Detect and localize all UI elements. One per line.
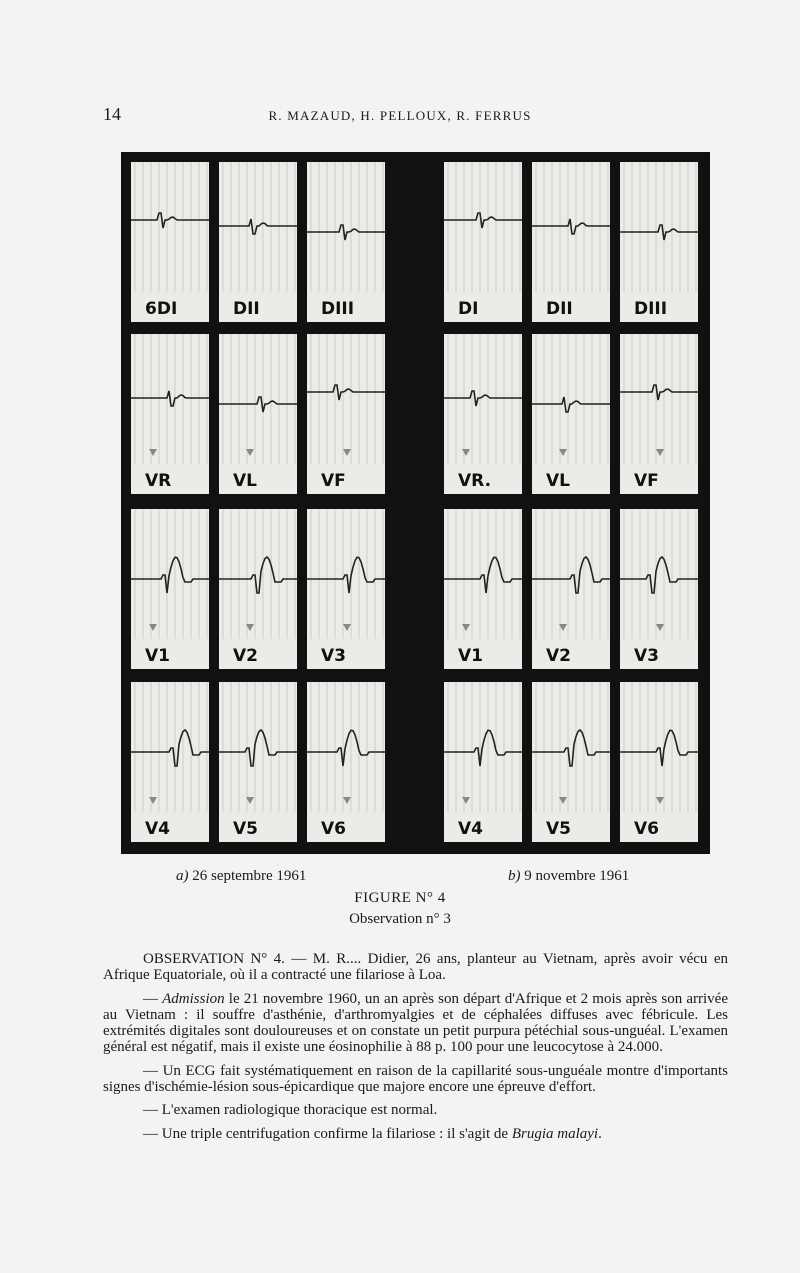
svg-text:DII: DII	[546, 299, 573, 319]
ecg-strip-a-di	[131, 162, 209, 322]
svg-text:6DI: 6DI	[145, 299, 178, 319]
figure-title: FIGURE N° 4	[354, 890, 446, 906]
svg-text:V5: V5	[233, 819, 258, 839]
svg-text:VL: VL	[233, 471, 257, 491]
admission-text: le 21 novembre 1960, un an après son départ d'Afrique et 2 mois après son arrivée au Vietnam : il souffre d'asthénie, d'arthromyalgies et de céphalées diffuses avec fébricule. Les extrémités digitales sont douloureuses et on constate un petit purpura pétéchial sous-unguéal. L'examen général est négatif, mais il existe une éosinophilie à 88 p. 100 pour une leucocytose à 24.000.	[103, 990, 729, 1056]
ecg-strip-a-diii	[307, 162, 385, 322]
svg-text:V5: V5	[546, 819, 571, 839]
figure-subtitle: Observation n° 3	[349, 911, 451, 927]
svg-text:V3: V3	[634, 646, 659, 666]
svg-text:DIII: DIII	[321, 299, 355, 319]
svg-text:V4: V4	[145, 819, 170, 839]
svg-text:DIII: DIII	[634, 299, 668, 319]
ecg-strip-a-v1	[131, 509, 209, 669]
page-header	[0, 104, 800, 128]
svg-text:VF: VF	[634, 471, 659, 491]
ecg-strip-a-v3	[307, 509, 385, 669]
paragraph-centrifugation	[103, 1126, 728, 1142]
ecg-strip-b-v1	[444, 509, 522, 669]
svg-text:VR.: VR.	[458, 471, 492, 491]
ecg-strip-b-v4	[444, 682, 522, 842]
ecg-strip-b-vl	[532, 334, 610, 494]
caption-a-date: 26 septembre 1961	[192, 868, 307, 884]
ecg-strip-a-v2	[219, 509, 297, 669]
svg-text:V1: V1	[145, 646, 170, 666]
paragraph-observation: OBSERVATION N° 4. — M. R.... Didier, 26 ans, planteur au Vietnam, après avoir vécu en Afrique Equatoriale, où il a contracté une filariose à Loa.	[103, 951, 728, 984]
svg-text:V4: V4	[458, 819, 483, 839]
ecg-strip-b-dii	[532, 162, 610, 322]
species-name: Brugia malayi	[511, 1125, 599, 1142]
caption-panel-a	[176, 868, 306, 885]
ecg-strip-a-vr	[131, 334, 209, 494]
ecg-strip-b-di	[444, 162, 522, 322]
ecg-strip-a-v4	[131, 682, 209, 842]
ecg-strip-a-v6	[307, 682, 385, 842]
svg-text:DI: DI	[458, 299, 479, 319]
paragraph-ecg: — Un ECG fait systématiquement en raison de la capillarité sous-unguéale montre d'importants signes d'ischémie-lésion sous-épicardique que majore encore une épreuve d'effort.	[103, 1062, 728, 1096]
caption-panel-b	[508, 868, 629, 885]
svg-text:V2: V2	[546, 646, 571, 666]
ecg-strip-a-v5	[219, 682, 297, 842]
ecg-strip-a-vl	[219, 334, 297, 494]
running-head: R. MAZAUD, H. PELLOUX, R. FERRUS	[268, 108, 532, 123]
svg-text:V2: V2	[233, 646, 258, 666]
svg-text:V6: V6	[634, 819, 659, 839]
ecg-strip-b-v5	[532, 682, 610, 842]
svg-text:V3: V3	[321, 646, 346, 666]
ecg-strip-b-v6	[620, 682, 698, 842]
paragraph-radiology: — L'examen radiologique thoracique est normal.	[143, 1102, 438, 1119]
svg-text:VR: VR	[145, 471, 172, 491]
centrifugation-text: — Une triple centrifugation confirme la filariose : il s'agit de	[143, 1125, 512, 1142]
ecg-strip-b-v2	[532, 509, 610, 669]
ecg-strip-a-vf	[307, 334, 385, 494]
ecg-strip-b-vf	[620, 334, 698, 494]
svg-text:V6: V6	[321, 819, 346, 839]
paragraph-admission	[103, 991, 728, 1056]
ecg-strip-a-dii	[219, 162, 297, 322]
ecg-strip-b-vr	[444, 334, 522, 494]
svg-text:VL: VL	[546, 471, 570, 491]
caption-b-letter: b)	[508, 868, 521, 884]
body-text	[103, 951, 728, 1149]
ecg-strip-b-v3	[620, 509, 698, 669]
ecg-strip-b-diii	[620, 162, 698, 322]
period: .	[598, 1125, 602, 1142]
caption-a-letter: a)	[176, 868, 189, 884]
caption-b-date: 9 novembre 1961	[524, 868, 630, 884]
svg-text:DII: DII	[233, 299, 260, 319]
svg-text:VF: VF	[321, 471, 346, 491]
admission-italic: Admission	[162, 990, 225, 1007]
ecg-figure-plate	[121, 152, 710, 854]
svg-text:V1: V1	[458, 646, 483, 666]
dash: —	[143, 990, 163, 1007]
page-number: 14	[103, 104, 121, 124]
